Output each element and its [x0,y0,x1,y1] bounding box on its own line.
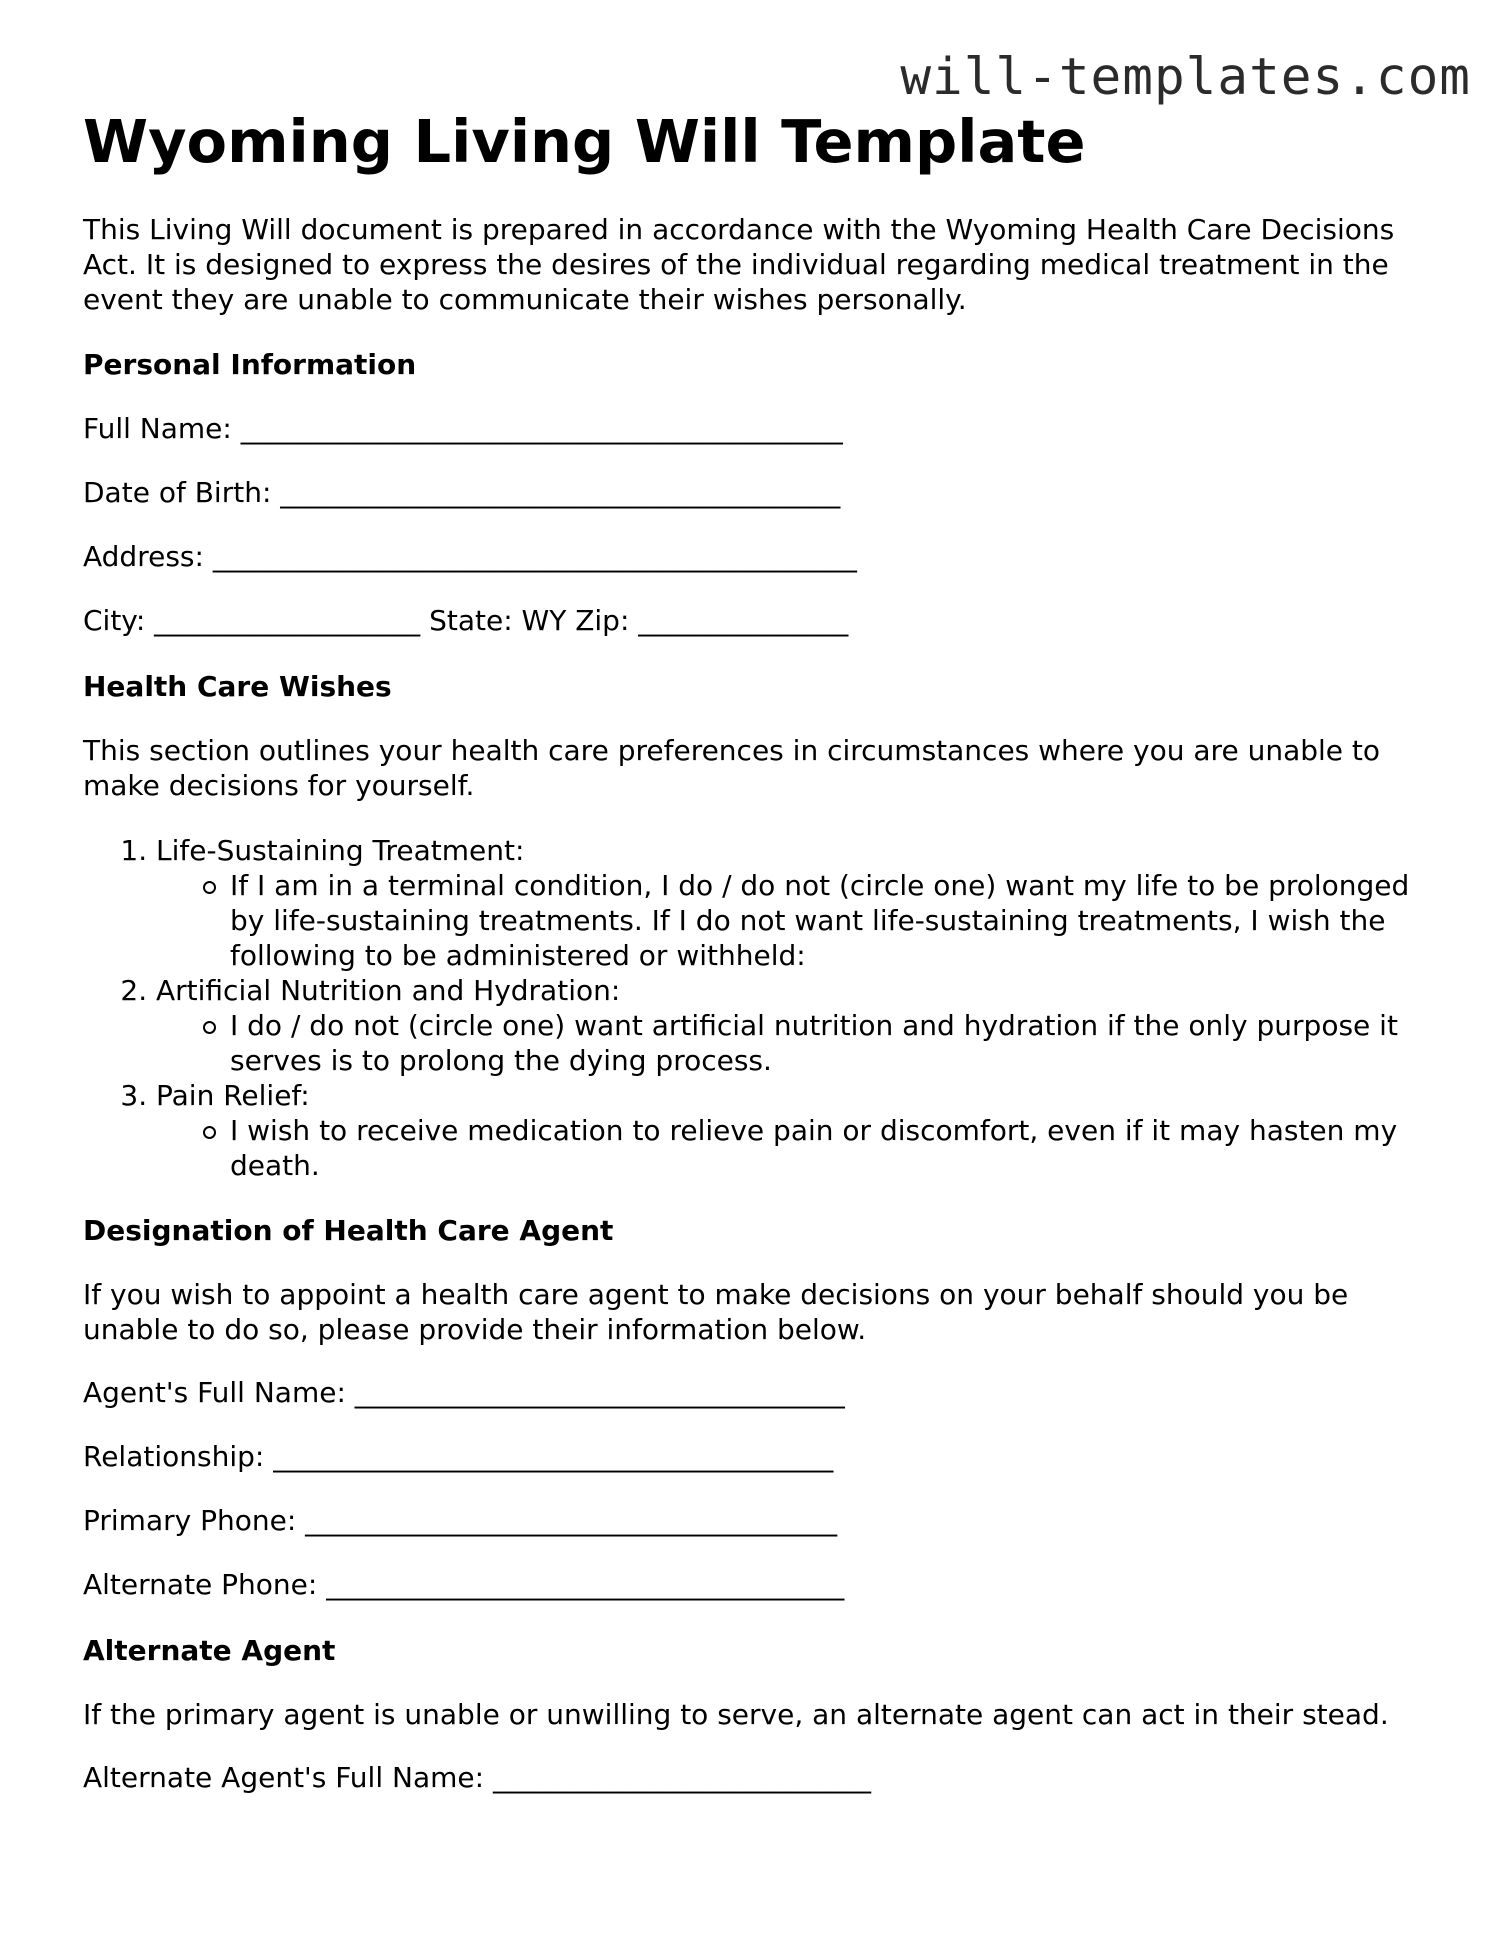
section-alternate-heading: Alternate Agent [83,1634,336,1667]
watermark: will-templates.com [900,48,1471,107]
wish-detail: I wish to receive medication to relieve pain or discomfort, even if it may hasten my death. [230,1113,1423,1183]
wish-label: Artificial Nutrition and Hydration: [156,974,621,1007]
agent-alternate-phone-field[interactable]: Alternate Phone: _____________________________________ [83,1568,845,1601]
agent-intro: If you wish to appoint a health care agent to make decisions on your behalf should you be unable to do so, please provide their information below. [83,1278,1349,1346]
address-field[interactable]: Address: ______________________________________________ [83,540,857,573]
agent-relationship-field[interactable]: Relationship: ________________________________________ [83,1440,834,1473]
document-page [83,104,1423,1796]
wishes-list [83,833,1423,1183]
intro-paragraph: This Living Will document is prepared in accordance with the Wyoming Health Care Decisions Act. It is designed to express the desires of the individual regarding medical treatment in the event they are unable to communicate their wishes personally. [83,213,1395,316]
date-of-birth-field[interactable]: Date of Birth: ________________________________________ [83,476,841,509]
list-item [156,973,1423,1078]
alternate-intro: If the primary agent is unable or unwilling to serve, an alternate agent can act in their stead. [83,1698,1389,1731]
wish-label: Pain Relief: [156,1079,310,1112]
agent-full-name-field[interactable]: Agent's Full Name: ___________________________________ [83,1376,845,1409]
wish-detail: I do / do not (circle one) want artificial nutrition and hydration if the only purpose it serves is to prolong the dying process. [230,1008,1423,1078]
section-agent-heading: Designation of Health Care Agent [83,1214,614,1247]
full-name-field[interactable]: Full Name: ___________________________________________ [83,412,843,445]
page-title: Wyoming Living Will Template [83,107,1086,176]
list-item [156,1078,1423,1183]
city-state-zip-field[interactable]: City: ___________________ State: WY Zip: _______________ [83,604,849,637]
list-item [156,833,1423,973]
wishes-intro: This section outlines your health care preferences in circumstances where you are unable to make decisions for yourself. [83,734,1381,802]
wish-label: Life-Sustaining Treatment: [156,834,525,867]
alternate-agent-name-field[interactable]: Alternate Agent's Full Name: ___________________________ [83,1761,871,1794]
wish-detail: If I am in a terminal condition, I do / do not (circle one) want my life to be prolonged by life-sustaining treatments. If I do not want life-sustaining treatments, I wish the following to be administered or withheld: [230,868,1423,973]
agent-primary-phone-field[interactable]: Primary Phone: ______________________________________ [83,1504,838,1537]
section-personal-heading: Personal Information [83,348,417,381]
section-wishes-heading: Health Care Wishes [83,670,392,703]
